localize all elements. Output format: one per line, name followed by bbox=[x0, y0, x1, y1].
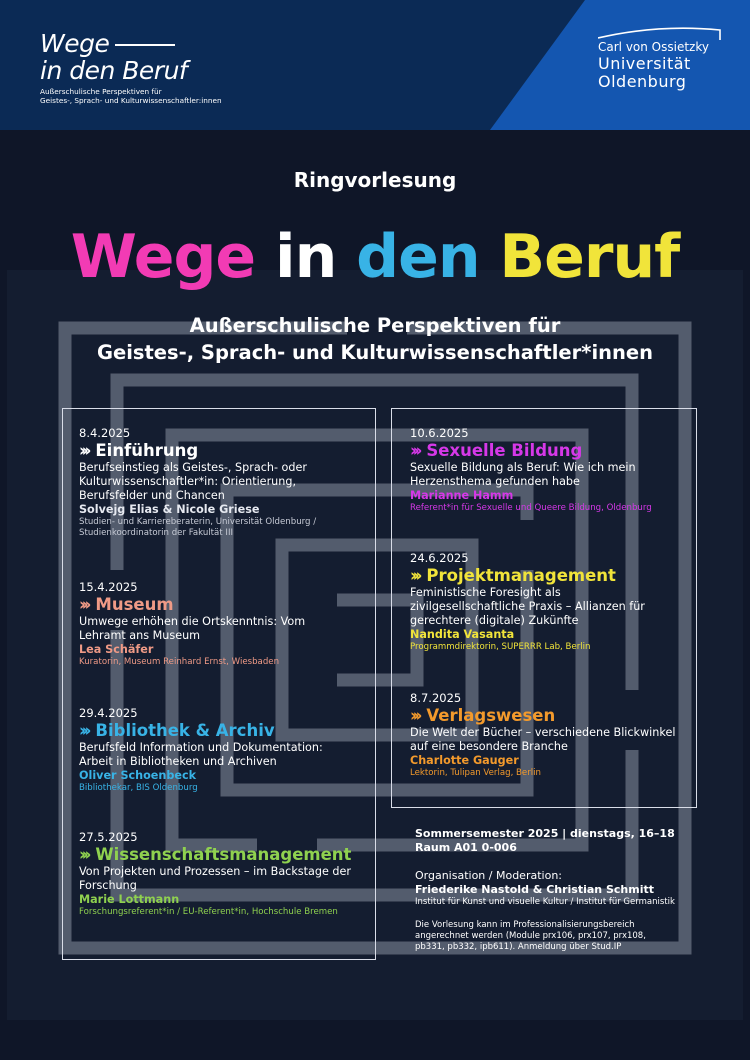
uni-line2: Universität bbox=[598, 54, 691, 73]
lecture-desc: Arbeit in Bibliotheken und Archiven bbox=[79, 755, 277, 768]
lecture-desc: Von Projekten und Prozessen – im Backstage der bbox=[79, 865, 352, 878]
lecture-title: Projektmanagement bbox=[426, 566, 616, 585]
lecture-role: Forschungsreferent*in / EU-Referent*in, Hochschule Bremen bbox=[79, 907, 338, 917]
lecture-date: 10.6.2025 bbox=[410, 426, 469, 440]
lecture-role: Bibliothekar, BIS Oldenburg bbox=[79, 783, 198, 793]
lecture-title: Sexuelle Bildung bbox=[426, 441, 583, 460]
lecture-einfuehrung bbox=[79, 426, 369, 539]
lecture-role: Referent*in für Sexuelle und Queere Bildung, Oldenburg bbox=[410, 503, 652, 513]
title-word-in: in bbox=[275, 222, 337, 292]
lecture-role: Studienkoordinatorin der Fakultät III bbox=[79, 528, 234, 538]
lecture-title: Einführung bbox=[95, 441, 199, 460]
uni-line3: Oldenburg bbox=[598, 72, 687, 91]
university-logo bbox=[598, 30, 722, 91]
lecture-title: Wissenschaftsmanagement bbox=[95, 845, 352, 864]
lecture-desc: Lehramt ans Museum bbox=[79, 629, 201, 642]
lecture-date: 8.4.2025 bbox=[79, 426, 131, 440]
chevrons-icon: ››› bbox=[79, 595, 88, 614]
lecture-desc: Herzensthema gefunden habe bbox=[410, 475, 580, 488]
lecture-verlagswesen bbox=[410, 691, 694, 779]
lecture-speaker: Oliver Schoenbeck bbox=[79, 769, 197, 782]
chevrons-icon: ››› bbox=[79, 845, 88, 864]
org-institute: Institut für Kunst und visuelle Kultur / Institut für Germanistik bbox=[415, 897, 675, 907]
room-info: Raum A01 0-006 bbox=[415, 841, 517, 854]
logo-sub1: Außerschulische Perspektiven für bbox=[40, 87, 162, 96]
lecture-desc: Umwege erhöhen die Ortskenntnis: Vom bbox=[79, 615, 306, 628]
subtitle-line1: Außerschulische Perspektiven für bbox=[189, 314, 561, 337]
lecture-speaker: Lea Schäfer bbox=[79, 643, 154, 656]
chevrons-icon: ››› bbox=[410, 706, 419, 725]
chevrons-icon: ››› bbox=[79, 441, 88, 460]
logo-line1: Wege bbox=[40, 29, 110, 58]
lecture-date: 8.7.2025 bbox=[410, 691, 462, 705]
lecture-date: 29.4.2025 bbox=[79, 706, 138, 720]
logo-line2: in den Beruf bbox=[40, 56, 188, 85]
wege-logo bbox=[40, 30, 222, 105]
chevrons-icon: ››› bbox=[410, 441, 419, 460]
lecture-desc: Die Welt der Bücher – verschiedene Blickwinkel bbox=[410, 726, 676, 739]
lecture-speaker: Marie Lottmann bbox=[79, 893, 180, 906]
title-word-beruf: Beruf bbox=[499, 222, 680, 292]
title-word-den: den bbox=[356, 222, 480, 292]
lecture-desc: Sexuelle Bildung als Beruf: Wie ich mein bbox=[410, 461, 636, 474]
subtitle-line2: Geistes-, Sprach- und Kulturwissenschaftler*innen bbox=[96, 341, 654, 364]
lecture-museum bbox=[79, 580, 369, 668]
logo-sub2: Geistes-, Sprach- und Kulturwissenschaftler:innen bbox=[40, 96, 222, 105]
title-word-wege: Wege bbox=[70, 222, 256, 292]
lecture-title: Verlagswesen bbox=[426, 706, 556, 725]
event-info bbox=[415, 827, 700, 953]
lecture-sexuelle-bildung bbox=[410, 426, 692, 514]
lecture-date: 27.5.2025 bbox=[79, 830, 138, 844]
lecture-desc: Feministische Foresight als bbox=[410, 586, 561, 599]
lecture-desc: Berufsfelder und Chancen bbox=[79, 489, 225, 502]
chevrons-icon: ››› bbox=[79, 721, 88, 740]
uni-line1: Carl von Ossietzky bbox=[598, 40, 709, 54]
lecture-date: 24.6.2025 bbox=[410, 551, 469, 565]
lecture-date: 15.4.2025 bbox=[79, 580, 138, 594]
lecture-desc: Kulturwissenschaftler*in: Orientierung, bbox=[79, 475, 297, 488]
lecture-role: Lektorin, Tulipan Verlag, Berlin bbox=[410, 768, 541, 778]
lecture-bibliothek bbox=[79, 706, 369, 794]
university-arc-icon bbox=[598, 26, 722, 40]
main-title bbox=[0, 222, 750, 292]
lecture-title: Bibliothek & Archiv bbox=[95, 721, 275, 740]
lecture-projektmanagement bbox=[410, 551, 692, 653]
lecture-desc: Berufsfeld Information und Dokumentation: bbox=[79, 741, 323, 754]
lecture-title: Museum bbox=[95, 595, 174, 614]
lecture-wissenschaftsmanagement bbox=[79, 830, 374, 918]
credit-note: pb331, pb332, ipb611). Anmeldung über Stud.IP bbox=[415, 942, 622, 952]
lecture-role: Programmdirektorin, SUPERRR Lab, Berlin bbox=[410, 642, 591, 652]
lecture-desc: Forschung bbox=[79, 879, 137, 892]
lecture-desc: zivilgesellschaftliche Praxis – Allianzen für bbox=[410, 600, 645, 613]
org-names: Friederike Nastold & Christian Schmitt bbox=[415, 883, 654, 896]
header-banner bbox=[0, 0, 750, 130]
semester-info: Sommersemester 2025 | dienstags, 16–18 bbox=[415, 827, 675, 840]
org-label: Organisation / Moderation: bbox=[415, 869, 562, 882]
lecture-desc: gerechtere (digitale) Zukünfte bbox=[410, 614, 579, 627]
lecture-speaker: Solvejg Elias & Nicole Griese bbox=[79, 503, 260, 516]
credit-note: angerechnet werden (Module prx106, prx107, prx108, bbox=[415, 931, 646, 941]
chevrons-icon: ››› bbox=[410, 566, 419, 585]
lecture-speaker: Nandita Vasanta bbox=[410, 628, 515, 641]
lecture-desc: auf eine besondere Branche bbox=[410, 740, 568, 753]
credit-note: Die Vorlesung kann im Professionalisierungsbereich bbox=[415, 920, 635, 930]
kicker-ringvorlesung: Ringvorlesung bbox=[293, 168, 457, 192]
lecture-speaker: Marianne Hamm bbox=[410, 489, 514, 502]
lecture-speaker: Charlotte Gauger bbox=[410, 754, 519, 767]
lecture-desc: Berufseinstieg als Geistes-, Sprach- oder bbox=[79, 461, 307, 474]
lecture-role: Studien- und Karriereberaterin, Universität Oldenburg / bbox=[79, 517, 317, 527]
subtitle bbox=[0, 312, 750, 366]
lecture-role: Kuratorin, Museum Reinhard Ernst, Wiesbaden bbox=[79, 657, 280, 667]
